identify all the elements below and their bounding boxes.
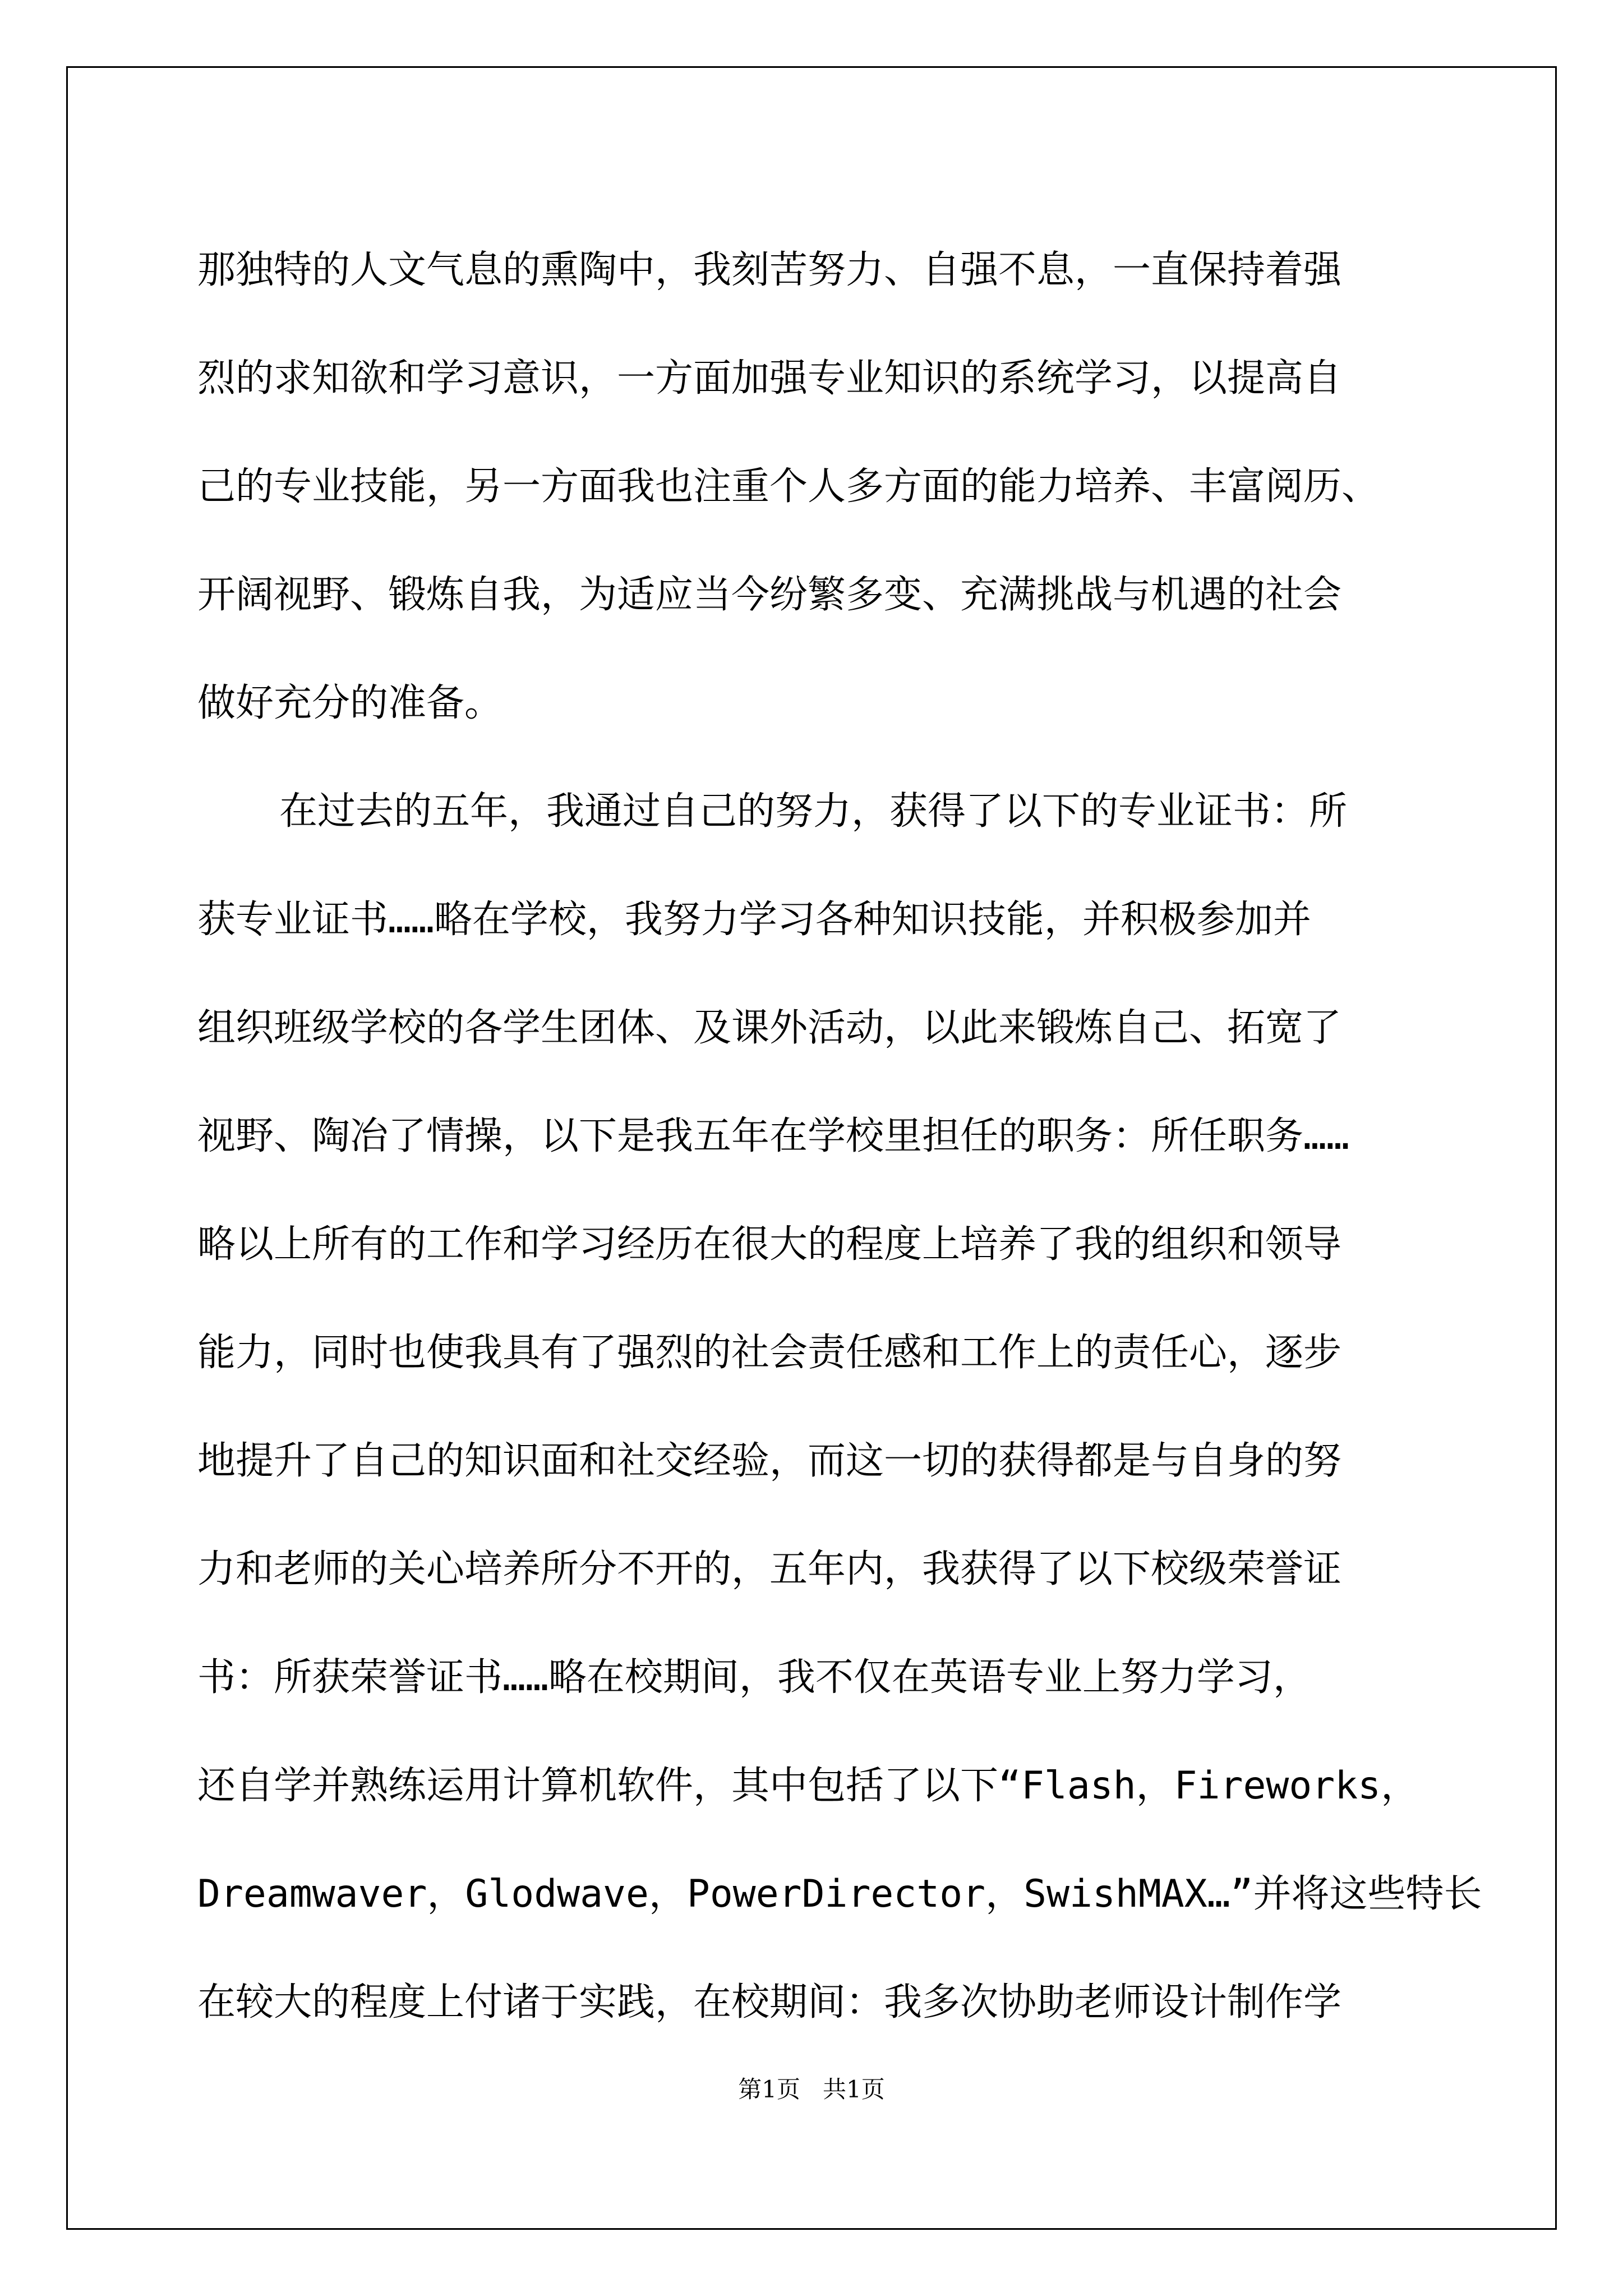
text-line: 在较大的程度上付诸于实践，在校期间：我多次协助老师设计制作学 — [197, 1980, 1342, 2024]
page-footer — [0, 2071, 1623, 2105]
page-total: 共1页 — [823, 2076, 885, 2103]
text-line: 略以上所有的工作和学习经历在很大的程度上培养了我的组织和领导 — [197, 1222, 1342, 1267]
text-line: 开阔视野、锻炼自我，为适应当今纷繁多变、充满挑战与机遇的社会 — [197, 573, 1342, 617]
text-line: 书：所获荣誉证书……略在校期间，我不仅在英语专业上努力学习， — [197, 1655, 1311, 1700]
page-number: 第1页 — [738, 2076, 800, 2103]
document-body — [197, 216, 1487, 2056]
text-line: 获专业证书……略在学校，我努力学习各种知识技能，并积极参加并 — [197, 898, 1311, 942]
text-line: 力和老师的关心培养所分不开的，五年内，我获得了以下校级荣誉证 — [197, 1547, 1342, 1591]
text-line: 视野、陶冶了情操，以下是我五年在学校里担任的职务：所任职务…… — [197, 1114, 1349, 1158]
text-line: 还自学并熟练运用计算机软件，其中包括了以下“Flash，Fireworks， — [197, 1764, 1419, 1808]
text-line: 做好充分的准备。 — [197, 681, 503, 725]
text-line: 烈的求知欲和学习意识，一方面加强专业知识的系统学习，以提高自 — [197, 356, 1342, 401]
text-line: 地提升了自己的知识面和社交经验，而这一切的获得都是与自身的努 — [197, 1439, 1342, 1483]
text-line-paragraph-start: 在过去的五年，我通过自己的努力，获得了以下的专业证书：所 — [279, 789, 1348, 834]
text-line: 那独特的人文气息的熏陶中，我刻苦努力、自强不息，一直保持着强 — [197, 248, 1342, 292]
text-line: 组织班级学校的各学生团体、及课外活动，以此来锻炼自己、拓宽了 — [197, 1006, 1342, 1050]
text-line: 己的专业技能，另一方面我也注重个人多方面的能力培养、丰富阅历、 — [197, 464, 1380, 509]
text-line: Dreamwaver，Glodwave，PowerDirector，SwishMAX…”并将这些特长 — [197, 1872, 1482, 1916]
text-line: 能力，同时也使我具有了强烈的社会责任感和工作上的责任心，逐步 — [197, 1331, 1342, 1375]
